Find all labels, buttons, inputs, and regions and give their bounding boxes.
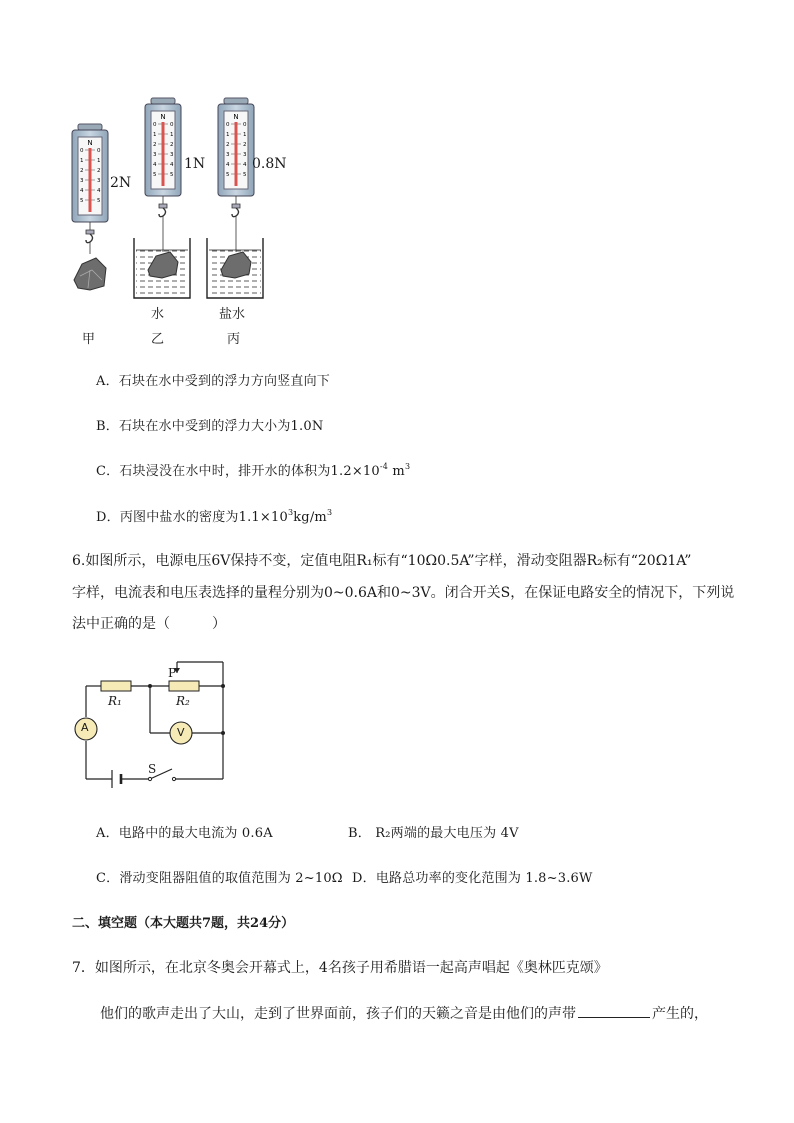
q5-option-c [96,460,410,479]
reading-jia: 2N [110,175,132,191]
q5-option-a: A．石块在水中受到的浮力方向竖直向下 [96,374,330,389]
liquid-label-water: 水 [151,307,165,322]
svg-text:2: 2 [153,142,157,148]
q7-stem-line1: 7．如图所示，在北京冬奥会开幕式上，4名孩子用希腊语一起高声唱起《奥林匹克颂》 [72,960,608,976]
q6-option-b: B． R₂两端的最大电压为 4V [348,826,519,841]
ammeter-label: A [81,721,89,734]
svg-text:5: 5 [226,172,230,178]
q6-option-c: C．滑动变阻器阻值的取值范围为 2~10Ω [96,871,343,886]
svg-text:0: 0 [243,122,247,128]
q5-option-d-unit-exponent: 3 [326,508,333,517]
svg-text:1: 1 [80,158,84,164]
reading-bing: 0.8N [252,156,287,172]
svg-text:N: N [160,113,166,121]
r2-label: R₂ [176,694,190,708]
q6-option-d: D．电路总功率的变化范围为 1.8~3.6W [352,871,593,886]
q7-stem-line2 [100,1003,708,1023]
r1-label: R₁ [108,694,122,708]
svg-text:0: 0 [226,122,230,128]
svg-text:1: 1 [243,132,247,138]
svg-text:0: 0 [97,148,101,154]
section-heading: 二、填空题（本大题共7题，共24分） [72,916,295,931]
svg-text:5: 5 [80,198,84,204]
svg-text:2: 2 [97,168,101,174]
resistor-r1 [101,681,131,691]
svg-text:4: 4 [226,162,230,168]
svg-text:5: 5 [243,172,247,178]
svg-text:1: 1 [226,132,230,138]
reading-yi: 1N [184,156,206,172]
svg-text:2: 2 [243,142,247,148]
svg-text:4: 4 [243,162,247,168]
q5-option-d-unit: kg/m [293,510,327,525]
q5-option-d [96,506,332,525]
svg-text:N: N [233,113,239,121]
svg-text:N: N [87,139,93,147]
svg-text:3: 3 [80,178,84,184]
q7-answer-blank[interactable] [578,1005,650,1018]
svg-text:4: 4 [97,188,101,194]
svg-text:4: 4 [80,188,84,194]
svg-text:3: 3 [153,152,157,158]
q7-line2-before: 他们的歌声走出了大山，走到了世界面前，孩子们的天籁之音是由他们的声带 [100,1006,576,1022]
liquid-label-saltwater: 盐水 [219,307,246,322]
svg-text:1: 1 [153,132,157,138]
svg-text:3: 3 [97,178,101,184]
q7-line2-after: 产生的， [652,1006,708,1022]
spring-scale-figure [60,92,320,352]
svg-text:3: 3 [170,152,174,158]
spring-scale-yi [134,98,190,298]
q5-option-c-unit-exponent: 3 [404,462,411,471]
q6-stem-line3: 法中正确的是（ ） [72,616,226,632]
q5-option-c-unit: m [392,464,405,479]
q6-stem-line2: 字样，电流表和电压表选择的量程分别为0~0.6A和0~3V。闭合开关S，在保证电路安全的情况下，下列说 [72,585,735,601]
q6-option-a: A．电路中的最大电流为 0.6A [96,826,273,841]
q5-option-d-text: D．丙图中盐水的密度为1.1×10 [96,510,288,525]
panel-label-bing: 丙 [227,332,241,347]
q5-option-d-exponent: 3 [287,508,294,517]
panel-label-jia: 甲 [82,332,96,347]
svg-text:1: 1 [170,132,174,138]
q6-stem-line1: 6.如图所示，电源电压6V保持不变，定值电阻R₁标有“10Ω0.5A”字样，滑动变阻器R₂标有“20Ω1A” [72,553,692,569]
q5-option-c-text: C．石块浸没在水中时，排开水的体积为1.2×10 [96,464,380,479]
switch-label: S [148,762,157,776]
svg-text:4: 4 [170,162,174,168]
slider-p-label: P [168,666,177,680]
spring-scale-jia [72,124,108,290]
q5-option-b: B．石块在水中受到的浮力大小为1.0N [96,419,324,434]
svg-text:3: 3 [226,152,230,158]
resistor-r2 [169,681,199,691]
q5-option-c-exponent: -4 [379,462,389,471]
svg-text:5: 5 [170,172,174,178]
svg-text:2: 2 [80,168,84,174]
svg-text:0: 0 [80,148,84,154]
spring-scale-bing [207,98,263,298]
svg-text:0: 0 [153,122,157,128]
svg-text:3: 3 [243,152,247,158]
svg-text:2: 2 [170,142,174,148]
svg-text:5: 5 [153,172,157,178]
panel-label-yi: 乙 [151,332,165,347]
svg-text:2: 2 [226,142,230,148]
svg-text:4: 4 [153,162,157,168]
svg-text:1: 1 [97,158,101,164]
svg-text:5: 5 [97,198,101,204]
svg-text:0: 0 [170,122,174,128]
voltmeter-label: V [177,726,185,739]
